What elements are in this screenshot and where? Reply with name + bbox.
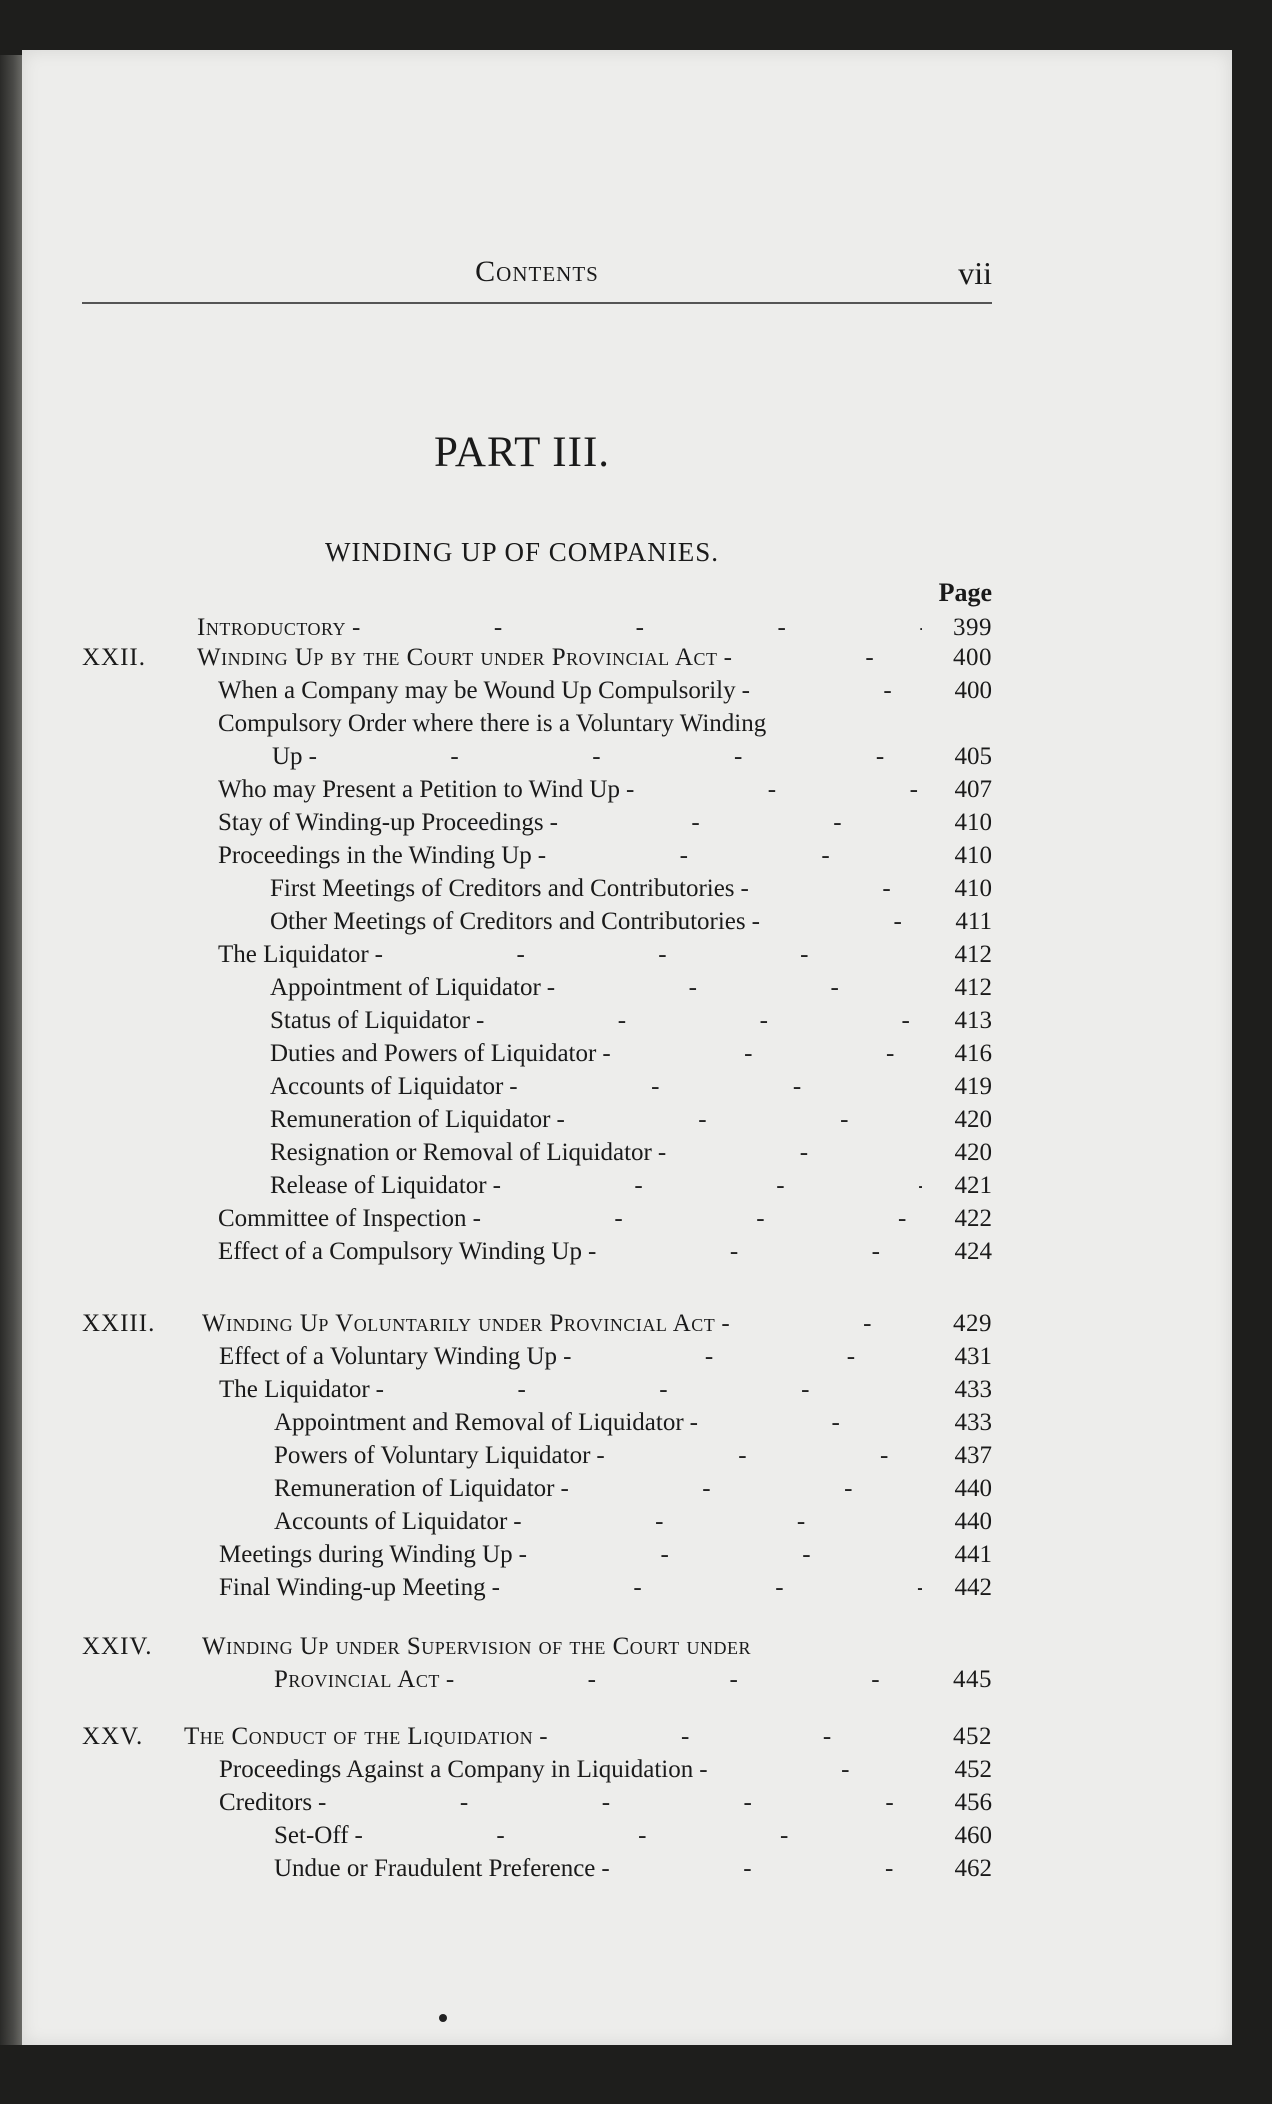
toc-entry	[270, 1004, 992, 1038]
toc-entry-page: 442	[954, 1574, 992, 1601]
toc-entry-page: 422	[954, 1205, 992, 1232]
toc-entry	[274, 1852, 992, 1886]
toc-entry-page: 410	[954, 842, 992, 869]
toc-entry	[218, 674, 992, 708]
toc-entry-title: The Liquidator	[218, 941, 369, 968]
toc-entry	[270, 1136, 992, 1170]
toc-entry-title: Proceedings Against a Company in Liquidation	[219, 1756, 694, 1783]
running-head-page-number: vii	[958, 255, 992, 291]
toc-entry	[219, 1340, 992, 1374]
dot-leader	[601, 1852, 922, 1886]
dot-leader	[538, 839, 922, 873]
dot-leader	[741, 872, 922, 906]
scan-edge	[0, 55, 22, 2045]
dot-leader	[309, 740, 922, 774]
toc-entry-title: Creditors	[219, 1789, 313, 1816]
toc-entry-title: When a Company may be Wound Up Compulsorily	[218, 677, 736, 704]
toc-entry-title: Powers of Voluntary Liquidator	[274, 1442, 591, 1469]
toc-entry-page: 416	[954, 1040, 992, 1067]
toc-entry-page: 412	[954, 974, 992, 1001]
chapter-number: XXIV.	[82, 1633, 153, 1660]
toc-entry	[274, 1819, 992, 1853]
toc-entry-title: Compulsory Order where there is a Voluntary Winding	[218, 710, 767, 737]
toc-entry	[274, 1472, 992, 1506]
dot-leader	[375, 938, 922, 972]
toc-entry-title: Meetings during Winding Up	[219, 1541, 513, 1568]
dot-leader	[658, 1136, 922, 1170]
toc-entry-title: Status of Liquidator	[270, 1007, 470, 1034]
toc-entry	[270, 1070, 992, 1104]
dot-leader	[539, 1720, 922, 1754]
toc-entry	[274, 1505, 992, 1539]
toc-chapter-entry	[197, 641, 992, 675]
dot-leader	[699, 1753, 922, 1787]
dot-leader	[318, 1786, 922, 1820]
toc-entry-page: 440	[954, 1475, 992, 1502]
toc-entry-title: The Conduct of the Liquidation	[184, 1723, 534, 1750]
toc-entry-page: 429	[953, 1310, 992, 1337]
printer-dot	[439, 2014, 447, 2022]
dot-leader	[476, 1004, 922, 1038]
dot-leader	[752, 905, 922, 939]
toc-entry	[270, 905, 992, 939]
toc-entry-title: Introductory	[197, 614, 347, 641]
toc-entry-title: Release of Liquidator	[270, 1172, 487, 1199]
table-of-contents	[22, 50, 1232, 2045]
toc-entry	[218, 773, 992, 807]
dot-leader	[355, 1819, 922, 1853]
dot-leader	[547, 971, 922, 1005]
toc-entry-title: Who may Present a Petition to Wind Up	[218, 776, 620, 803]
toc-entry-page: 400	[953, 644, 992, 671]
toc-entry-page: 456	[954, 1789, 992, 1816]
chapter-number: XXII.	[82, 644, 147, 671]
toc-entry-page: 413	[954, 1007, 992, 1034]
toc-entry-page: 421	[954, 1172, 992, 1199]
toc-entry-title: Final Winding-up Meeting	[219, 1574, 486, 1601]
toc-entry-title: Undue or Fraudulent Preference	[274, 1855, 596, 1882]
dot-leader	[560, 1472, 922, 1506]
toc-entry-page: 400	[954, 677, 992, 704]
dot-leader	[596, 1439, 922, 1473]
toc-entry-title: Effect of a Compulsory Winding Up	[218, 1238, 582, 1265]
toc-entry-page: 424	[954, 1238, 992, 1265]
book-page	[22, 50, 1232, 2045]
dot-leader	[509, 1070, 922, 1104]
dot-leader	[513, 1505, 922, 1539]
chapter-number: XXV.	[82, 1723, 144, 1750]
dot-leader	[446, 1663, 922, 1697]
toc-entry-title: Remuneration of Liquidator	[270, 1106, 551, 1133]
toc-entry	[197, 611, 992, 645]
toc-entry-title: Proceedings in the Winding Up	[218, 842, 532, 869]
dot-leader	[690, 1406, 922, 1440]
page-column-label: Page	[938, 578, 992, 607]
toc-entry-page: 411	[955, 908, 992, 935]
toc-entry-title: Other Meetings of Creditors and Contributories	[270, 908, 746, 935]
toc-entry-page: 433	[954, 1409, 992, 1436]
toc-entry-page: 420	[954, 1106, 992, 1133]
dot-leader	[602, 1037, 922, 1071]
toc-entry-page: 452	[953, 1723, 992, 1750]
dot-leader	[724, 641, 922, 675]
toc-entry-page: 407	[954, 776, 992, 803]
toc-entry-page: 399	[953, 614, 992, 641]
toc-entry	[270, 971, 992, 1005]
toc-entry-page: 405	[954, 743, 992, 770]
toc-entry-page: 412	[954, 941, 992, 968]
dot-leader	[492, 1571, 922, 1605]
toc-entry-title: Stay of Winding-up Proceedings	[218, 809, 544, 836]
toc-entry	[219, 1538, 992, 1572]
dot-leader	[588, 1235, 922, 1269]
toc-entry-page: 460	[954, 1822, 992, 1849]
toc-chapter-entry	[184, 1720, 992, 1754]
dot-leader	[376, 1373, 922, 1407]
toc-entry-title: Accounts of Liquidator	[270, 1073, 504, 1100]
toc-entry-page: 433	[954, 1376, 992, 1403]
toc-chapter-entry	[202, 1630, 1022, 1664]
dot-leader	[493, 1169, 922, 1203]
toc-entry	[219, 1786, 992, 1820]
toc-entry	[219, 1571, 992, 1605]
toc-entry-title: Winding Up Voluntarily under Provincial Act	[202, 1310, 716, 1337]
toc-entry	[219, 1753, 992, 1787]
toc-entry	[218, 707, 1018, 741]
toc-entry	[274, 1439, 992, 1473]
toc-entry-page: 441	[954, 1541, 992, 1568]
toc-entry-page: 462	[954, 1855, 992, 1882]
toc-entry	[270, 1103, 992, 1137]
toc-entry-page: 419	[954, 1073, 992, 1100]
running-head-title: Contents	[475, 255, 599, 288]
dot-leader	[473, 1202, 922, 1236]
toc-entry	[270, 1169, 992, 1203]
dot-leader	[352, 611, 922, 645]
toc-entry-page: 410	[954, 875, 992, 902]
toc-entry	[218, 839, 992, 873]
toc-chapter-entry	[202, 1307, 992, 1341]
toc-entry	[218, 938, 992, 972]
dot-leader	[626, 773, 922, 807]
toc-entry	[270, 1037, 992, 1071]
toc-entry	[274, 1406, 992, 1440]
toc-entry-title: Committee of Inspection	[218, 1205, 467, 1232]
dot-leader	[721, 1307, 922, 1341]
dot-leader	[550, 806, 922, 840]
dot-leader	[742, 674, 922, 708]
toc-entry	[218, 1202, 992, 1236]
toc-entry-title: Winding Up under Supervision of the Court under	[202, 1633, 751, 1660]
dot-leader	[519, 1538, 922, 1572]
toc-entry-title: First Meetings of Creditors and Contributories	[270, 875, 735, 902]
toc-entry	[218, 1235, 992, 1269]
toc-entry-title: Set-Off	[274, 1822, 349, 1849]
toc-entry-title: Effect of a Voluntary Winding Up	[219, 1343, 558, 1370]
toc-entry-title: Provincial Act	[274, 1666, 440, 1693]
dot-leader	[563, 1340, 922, 1374]
toc-entry-title: The Liquidator	[219, 1376, 370, 1403]
toc-entry-page: 440	[954, 1508, 992, 1535]
toc-entry-title: Winding Up by the Court under Provincial Act	[197, 644, 718, 671]
toc-entry-page: 437	[954, 1442, 992, 1469]
toc-entry	[274, 1663, 992, 1697]
toc-entry-page: 420	[954, 1139, 992, 1166]
part-title: PART III.	[433, 429, 611, 476]
toc-entry-title: Remuneration of Liquidator	[274, 1475, 555, 1502]
toc-entry-title: Accounts of Liquidator	[274, 1508, 508, 1535]
toc-entry-page: 431	[954, 1343, 992, 1370]
toc-entry-title: Duties and Powers of Liquidator	[270, 1040, 597, 1067]
toc-entry-page: 445	[953, 1666, 992, 1693]
toc-entry	[219, 1373, 992, 1407]
toc-entry-title: Appointment of Liquidator	[270, 974, 541, 1001]
chapter-number: XXIII.	[82, 1310, 156, 1337]
toc-entry	[270, 872, 992, 906]
toc-entry	[272, 740, 992, 774]
dot-leader	[556, 1103, 922, 1137]
toc-entry-page: 410	[954, 809, 992, 836]
toc-entry-title: Up	[272, 743, 303, 770]
toc-entry-title: Resignation or Removal of Liquidator	[270, 1139, 652, 1166]
toc-entry	[218, 806, 992, 840]
toc-entry-title: Appointment and Removal of Liquidator	[274, 1409, 684, 1436]
toc-entry-page: 452	[954, 1756, 992, 1783]
part-subtitle: WINDING UP OF COMPANIES.	[324, 537, 720, 567]
